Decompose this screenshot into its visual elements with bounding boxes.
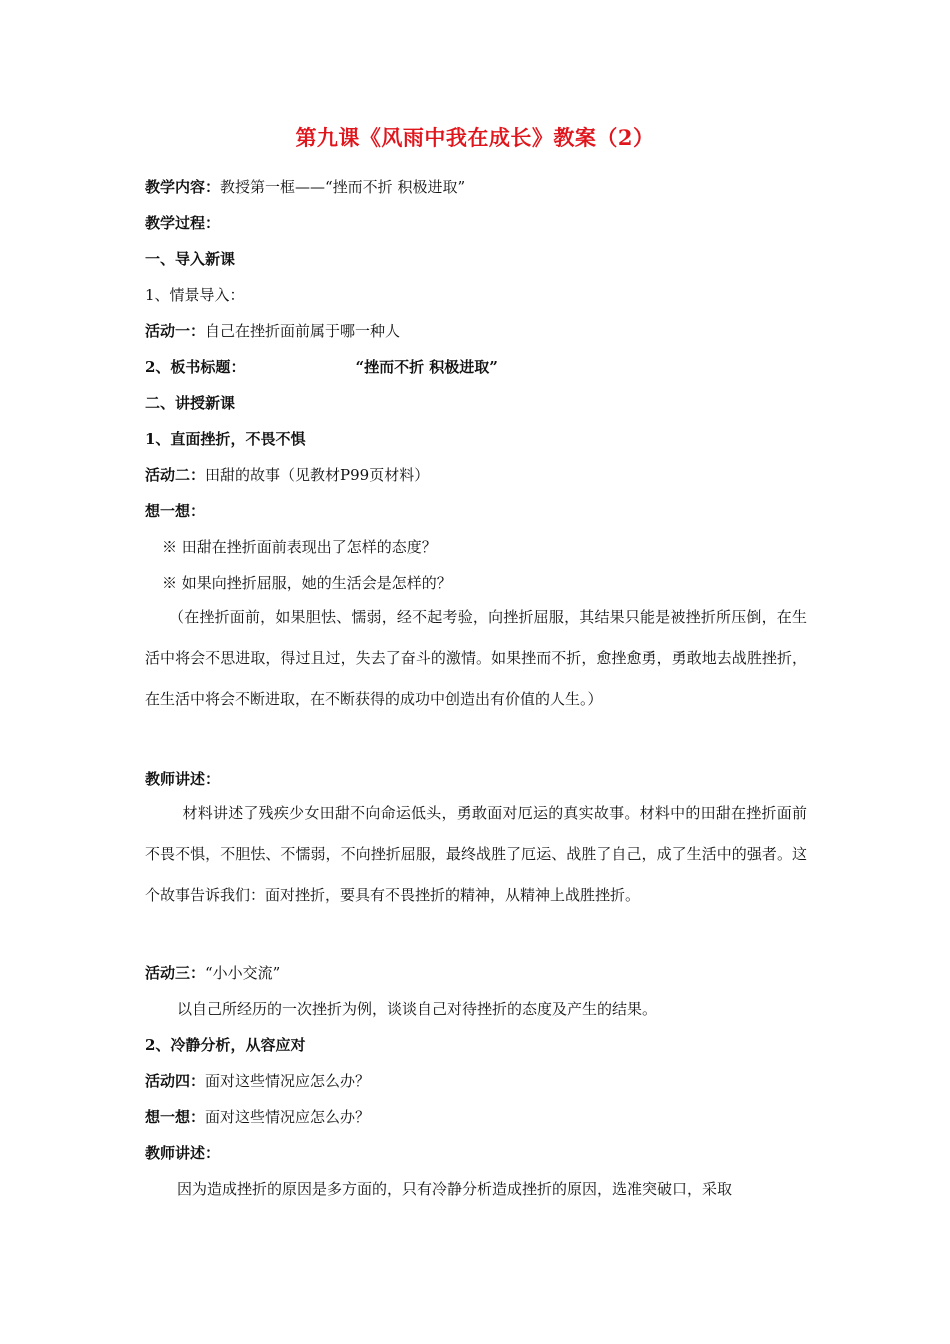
teacher-heading-2: 教师讲述： xyxy=(145,1144,221,1162)
section-heading-2: 二、讲授新课 xyxy=(145,394,236,412)
activity-1 xyxy=(145,321,810,341)
teacher-paragraph-1: 材料讲述了残疾少女田甜不向命运低头，勇敢面对厄运的真实故事。材料中的田甜在挫折面前不畏不惧，不胆怯、不懦弱，不向挫折屈服，最终战胜了厄运、战胜了自己，成了生活中的强者。这个故事告诉我们：面对挫折，要具有不畏挫折的精神，从精神上战胜挫折。 xyxy=(145,804,807,904)
activity-3 xyxy=(145,963,810,983)
subheading-2: 2、冷静分析，从容应对 xyxy=(145,1036,306,1054)
bullet-item: ※ 田甜在挫折面前表现出了怎样的态度？ xyxy=(162,538,437,556)
item-2-label: 2、板书标题： xyxy=(145,358,246,376)
activity-3-label: 活动三： xyxy=(145,964,206,982)
think-heading-1: 想一想： xyxy=(145,502,206,520)
activity-2-text: 田甜的故事（见教材P99页材料） xyxy=(205,466,430,484)
teacher-paragraph-2: 因为造成挫折的原因是多方面的，只有冷静分析造成挫折的原因，选准突破口，采取 xyxy=(177,1180,733,1198)
think-2-text: 面对这些情况应怎么办？ xyxy=(205,1108,371,1126)
activity-1-text: 自己在挫折面前属于哪一种人 xyxy=(205,322,401,340)
think-2-label: 想一想： xyxy=(145,1108,206,1126)
activity-3-text: “小小交流” xyxy=(205,964,281,982)
subheading-1: 1、直面挫折，不畏不惧 xyxy=(145,430,306,448)
process-heading: 教学过程： xyxy=(145,214,221,232)
content-line xyxy=(145,177,810,197)
bullet-item: ※ 如果向挫折屈服，她的生活会是怎样的？ xyxy=(162,574,452,592)
item-1: 1、情景导入： xyxy=(145,286,245,304)
teacher-heading-1: 教师讲述： xyxy=(145,770,221,788)
activity-4-label: 活动四： xyxy=(145,1072,206,1090)
think-2 xyxy=(145,1107,810,1127)
activity-4 xyxy=(145,1071,810,1091)
activity-1-label: 活动一： xyxy=(145,322,206,340)
activity-2 xyxy=(145,465,810,485)
content-text: 教授第一框——“挫而不折 积极进取” xyxy=(220,178,466,196)
activity-3-paragraph: 以自己所经历的一次挫折为例，谈谈自己对待挫折的态度及产生的结果。 xyxy=(177,1000,658,1018)
section-heading-1: 一、导入新课 xyxy=(145,250,236,268)
answer-paragraph: （在挫折面前，如果胆怯、懦弱，经不起考验，向挫折屈服，其结果只能是被挫折所压倒，在生活中将会不思进取，得过且过，失去了奋斗的激情。如果挫而不折，愈挫愈勇，勇敢地去战胜挫折，在生活中将会不断进取，在不断获得的成功中创造出有价值的人生。） xyxy=(145,608,807,708)
item-2-text: “挫而不折 积极进取” xyxy=(355,358,498,376)
document-title: 第九课《风雨中我在成长》教案（2） xyxy=(295,125,655,150)
activity-4-text: 面对这些情况应怎么办？ xyxy=(205,1072,371,1090)
item-2 xyxy=(145,357,810,377)
activity-2-label: 活动二： xyxy=(145,466,206,484)
content-label: 教学内容： xyxy=(145,178,221,196)
